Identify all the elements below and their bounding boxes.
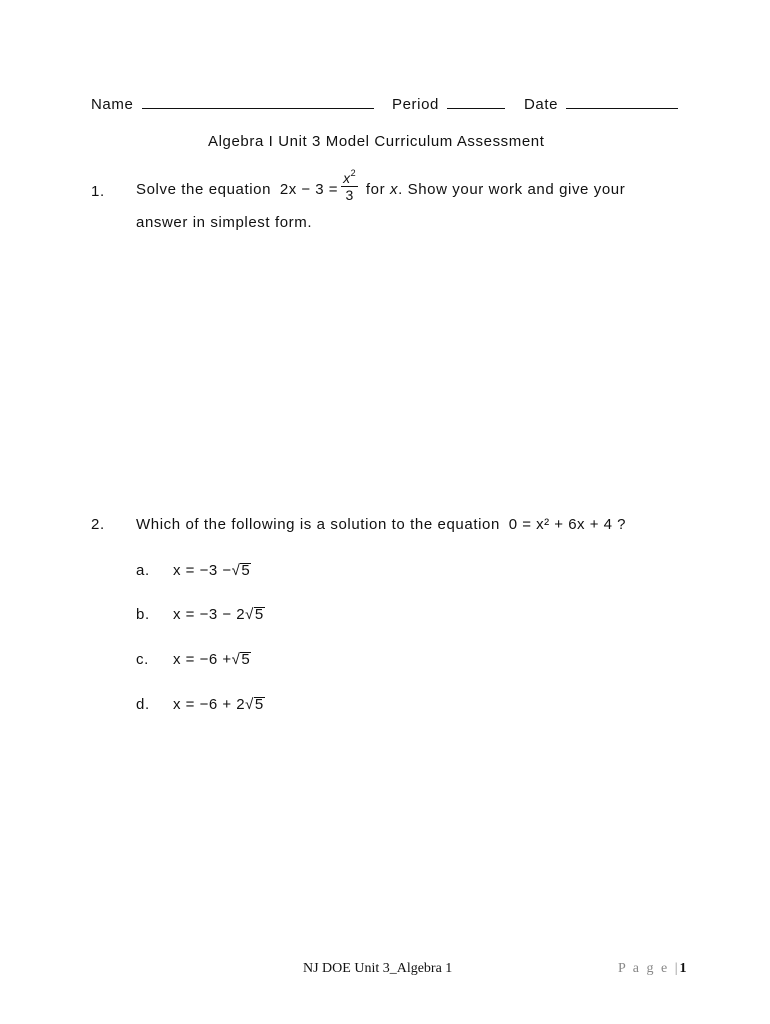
- page-number-value: 1: [679, 961, 687, 976]
- date-field: [524, 95, 678, 113]
- question-2-text: [136, 516, 626, 533]
- choice-a-radicand: 5: [241, 562, 251, 579]
- q1-text-after2: . Show your work and give your: [398, 181, 626, 198]
- question-1-number: 1.: [91, 183, 105, 200]
- sqrt-symbol: √5: [231, 562, 251, 579]
- choice-b-lhs: x = −3 − 2: [173, 606, 246, 623]
- choice-d-letter[interactable]: d.: [136, 696, 150, 713]
- sqrt-symbol: √5: [245, 696, 264, 713]
- sqrt-symbol: √5: [245, 606, 264, 623]
- q2-text: Which of the following is a solution to the equation: [136, 516, 500, 533]
- footer-title: NJ DOE Unit 3_Algebra 1: [303, 961, 453, 976]
- choice-a-letter[interactable]: a.: [136, 562, 150, 579]
- name-label: Name: [91, 96, 134, 113]
- choice-c-lhs: x = −6 +: [173, 651, 232, 668]
- q1-text-before: Solve the equation: [136, 181, 272, 198]
- q1-variable: x: [389, 181, 399, 198]
- choice-c-radicand: 5: [241, 651, 251, 668]
- q2-equation: 0 = x² + 6x + 4 ?: [508, 516, 627, 533]
- name-blank[interactable]: [142, 95, 374, 109]
- q1-text-after: for: [365, 181, 386, 198]
- sqrt-symbol: √5: [231, 651, 251, 668]
- choice-b-radicand: 5: [254, 606, 264, 623]
- q1-equation-lhs: 2x − 3 =: [279, 181, 339, 198]
- choice-d[interactable]: [173, 696, 265, 713]
- page-separator: |: [674, 961, 680, 976]
- choice-c-letter[interactable]: c.: [136, 651, 149, 668]
- choice-c[interactable]: [173, 651, 251, 668]
- question-1-line2: answer in simplest form.: [136, 214, 313, 231]
- name-field: [91, 95, 374, 113]
- choice-b-letter[interactable]: b.: [136, 606, 150, 623]
- page-title: Algebra I Unit 3 Model Curriculum Assessment: [208, 133, 545, 150]
- period-blank[interactable]: [447, 95, 505, 109]
- q1-frac-den: 3: [345, 187, 354, 204]
- page-number: [618, 961, 687, 977]
- q1-frac-exp: 2: [350, 168, 357, 179]
- question-1-text: [136, 168, 626, 208]
- choice-a[interactable]: [173, 562, 251, 579]
- page-label: P a g e: [618, 961, 670, 976]
- choice-d-radicand: 5: [254, 696, 264, 713]
- period-label: Period: [392, 96, 439, 113]
- q1-fraction: [341, 168, 358, 204]
- q1-frac-num: x: [343, 170, 351, 187]
- choice-b[interactable]: [173, 606, 265, 623]
- date-label: Date: [524, 96, 559, 113]
- choice-a-lhs: x = −3 −: [173, 562, 232, 579]
- date-blank[interactable]: [566, 95, 678, 109]
- choice-d-lhs: x = −6 + 2: [173, 696, 246, 713]
- period-field: [392, 95, 505, 113]
- question-2-number: 2.: [91, 516, 105, 533]
